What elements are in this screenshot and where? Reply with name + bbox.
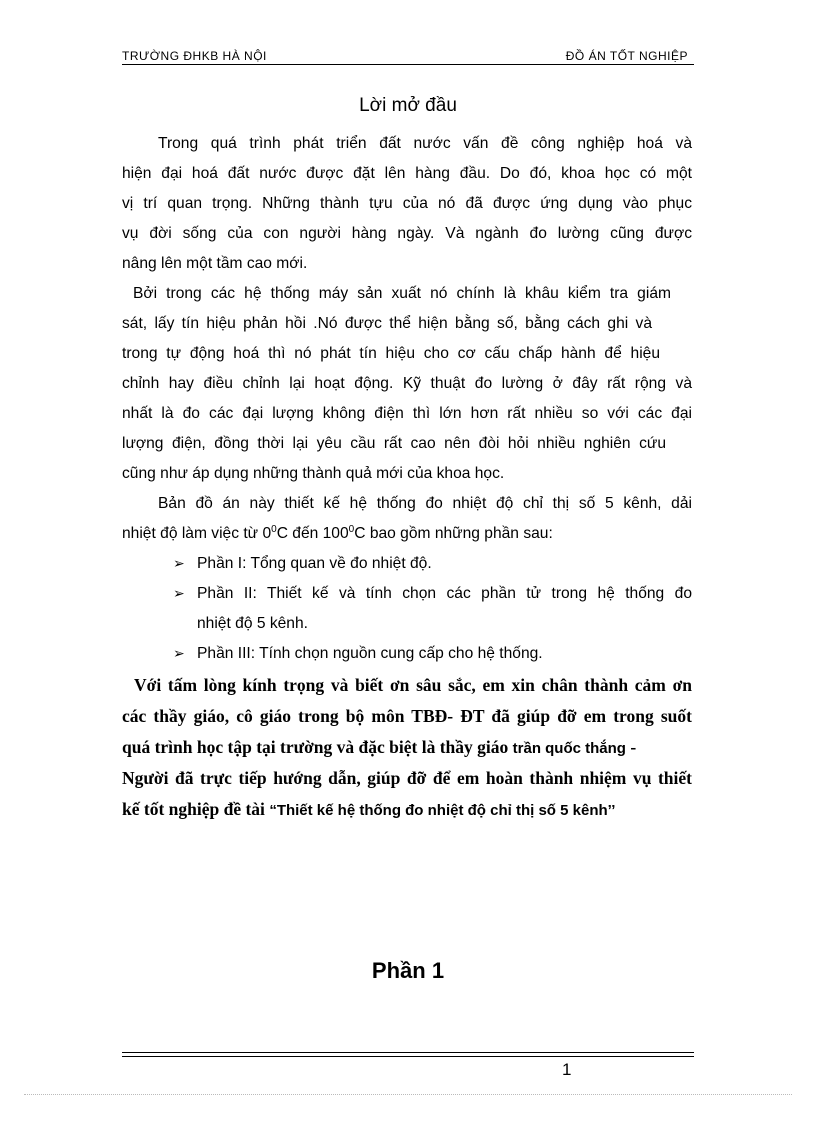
paragraph2-line: sát, lấy tín hiệu phản hồi .Nó được thể hiện bằng số, bằng cách ghi và bbox=[122, 315, 652, 332]
thanks-line: các thầy giáo, cô giáo trong bộ môn TBĐ- ĐT đã giúp đỡ em trong suốt bbox=[122, 706, 692, 726]
section-title: Lời mở đầu bbox=[359, 95, 457, 116]
paragraph3-line: Bản đồ án này thiết kế hệ thống đo nhiệt độ chỉ thị số 5 kênh, dải bbox=[158, 495, 692, 512]
running-header bbox=[122, 46, 694, 64]
thanks-line: Với tấm lòng kính trọng và biết ơn sâu sắc, em xin chân thành cảm ơn bbox=[134, 675, 692, 695]
bullet-item: nhiệt độ 5 kênh. bbox=[197, 615, 308, 632]
header-left: TRƯỜNG ĐHKB HÀ NỘI bbox=[122, 49, 267, 63]
page-number: 1 bbox=[562, 1060, 572, 1079]
thanks-line: Người đã trực tiếp hướng dẫn, giúp đỡ để em hoàn thành nhiệm vụ thiết bbox=[122, 768, 692, 788]
bullet-item: Phần II: Thiết kế và tính chọn các phần tử trong hệ thống đo bbox=[197, 585, 692, 602]
header-right: ĐỒ ÁN TỐT NGHIỆP bbox=[565, 49, 688, 63]
paragraph1-line: hiện đại hoá đất nước được đặt lên hàng đầu. Do đó, khoa học có một bbox=[122, 165, 692, 182]
paragraph1-line: vụ đời sống của con người hàng ngày. Và ngành đo lường cũng được bbox=[122, 225, 692, 242]
thanks-line: quá trình học tập tại trường và đặc biệt là thầy giáo trần quốc thắng - bbox=[122, 737, 637, 757]
paragraph2-line: trong tự động hoá thì nó phát tín hiệu cho cơ cấu chấp hành để hiệu bbox=[122, 345, 660, 362]
page-edge bbox=[24, 1094, 792, 1095]
paragraph1-line: nâng lên một tầm cao mới. bbox=[122, 255, 308, 272]
paragraph2-line: chỉnh hay điều chỉnh lại hoạt động. Kỹ thuật đo lường ở đây rất rộng và bbox=[122, 375, 692, 392]
arrowhead-bullet-icon: ➢ bbox=[173, 646, 185, 662]
paragraph2-line: Bởi trong các hệ thống máy sản xuất nó chính là khâu kiểm tra giám bbox=[133, 285, 671, 302]
teacher-name: trần quốc thắng bbox=[512, 740, 626, 757]
footer-rule bbox=[122, 1052, 694, 1053]
arrowhead-bullet-icon: ➢ bbox=[173, 586, 185, 602]
paragraph1-line: vị trí quan trọng. Những thành tựu của nó đã được ứng dụng vào phục bbox=[122, 195, 692, 212]
paragraph1-line: Trong quá trình phát triển đất nước vấn đề công nghiệp hoá và bbox=[158, 135, 692, 152]
paragraph2-line: nhất là đo các đại lượng không điện thì lớn hơn rất nhiều so với các đại bbox=[122, 405, 692, 422]
thanks-line: kế tốt nghiệp đề tài “Thiết kế hệ thống đo nhiệt độ chỉ thị số 5 kênh’’ bbox=[122, 799, 616, 819]
header-rule bbox=[122, 64, 694, 65]
arrowhead-bullet-icon: ➢ bbox=[173, 556, 185, 572]
part-heading: Phần 1 bbox=[371, 958, 445, 983]
footer-rule bbox=[122, 1056, 694, 1057]
paragraph3-line: nhiệt độ làm việc từ $0^0C$ đến $100^0C$ bao gồm những phần sau: bbox=[122, 523, 553, 542]
thesis-title: “Thiết kế hệ thống đo nhiệt độ chỉ thị số 5 kênh’’ bbox=[269, 802, 616, 819]
paragraph2-line: cũng như áp dụng những thành quả mới của khoa học. bbox=[122, 465, 505, 482]
bullet-item: Phần I: Tổng quan về đo nhiệt độ. bbox=[197, 555, 432, 572]
paragraph2-line: lượng điện, đồng thời lại yêu cầu rất cao nên đòi hỏi nhiều nghiên cứu bbox=[122, 435, 666, 452]
bullet-item: Phần III: Tính chọn nguồn cung cấp cho hệ thống. bbox=[197, 645, 543, 662]
